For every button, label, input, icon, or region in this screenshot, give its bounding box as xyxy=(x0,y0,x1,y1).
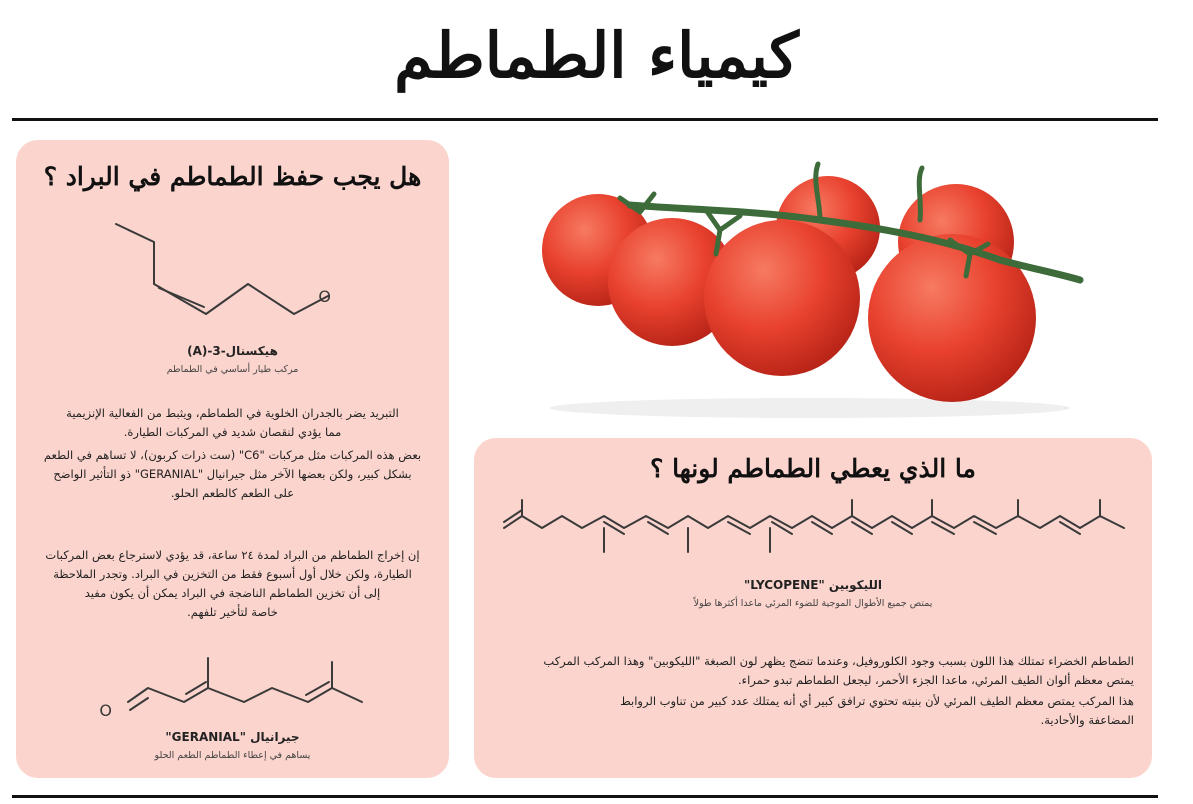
lycopene-description: يمتص جميع الأطوال الموجية للضوء المرئي ماعدا أكثرها طولاً xyxy=(693,598,933,609)
ripening-text xyxy=(492,652,1134,690)
text-line: إن إخراج الطماطم من البراد لمدة ٢٤ ساعة، قد يؤدي لاسترجاع بعض المركبات xyxy=(45,548,420,562)
oxygen-label: O xyxy=(99,701,112,720)
text-line: مما يؤدي لنقصان شديد في المركبات الطيارة. xyxy=(123,425,342,439)
text-line: يمتص معظم ألوان الطيف المرئي، ماعدا الجزء الأحمر، ليجعل الطماطم تبدو حمراء. xyxy=(738,673,1134,687)
hexenal-description: مركب طيار أساسي في الطماطم xyxy=(166,364,299,375)
top-divider xyxy=(12,118,1158,121)
text-line: الطماطم الخضراء تمتلك هذا اللون بسبب وجود الكلوروفيل، وعندما تنضج يظهر لون الصبغة "الليكوبين" وهذا المركب المركب xyxy=(543,654,1134,668)
geranial-structure xyxy=(99,654,372,724)
text-line: خاصة لتأخير تلفهم. xyxy=(187,605,278,619)
oxygen-label: O xyxy=(318,287,331,306)
volatile-compounds-text xyxy=(30,446,435,503)
text-line: التبريد يضر بالجدران الخلوية في الطماطم، ويثبط من الفعالية الإنزيمية xyxy=(66,406,399,420)
bottom-divider xyxy=(12,795,1158,798)
cold-storage-heading: هل يجب حفظ الطماطم في البراد ؟ xyxy=(43,162,422,191)
text-line: المضاعفة والأحادية. xyxy=(1040,713,1134,727)
cold-storage-panel xyxy=(16,140,449,778)
lycopene-structure xyxy=(500,496,1130,566)
text-line: إلى أن تخزين الطماطم الناضجة في البراد يمكن أن يكون مفيد xyxy=(84,586,381,600)
color-heading: ما الذي يعطي الطماطم لونها ؟ xyxy=(650,454,976,483)
geranial-name: جيرانيال "GERANIAL" xyxy=(165,730,300,744)
text-line: الطيارة، ولكن خلال أول أسبوع فقط من التخزين في البراد. وتجدر الملاحظة xyxy=(53,567,412,581)
conjugation-text xyxy=(492,692,1134,730)
lycopene-name: الليكوبين "LYCOPENE" xyxy=(743,578,883,592)
text-line: بشكل كبير، ولكن بعضها الآخر مثل جيرانيال "GERANIAL" ذو التأثير الواضح xyxy=(53,467,412,481)
color-panel xyxy=(474,438,1152,778)
tomatoes-photo xyxy=(520,150,1100,420)
cooling-effect-text xyxy=(30,404,435,442)
geranial-description: يساهم في إعطاء الطماطم الطعم الحلو xyxy=(154,750,311,761)
hexenal-name: هيكسنال-3-(A) xyxy=(187,344,278,358)
text-line: هذا المركب يمتص معظم الطيف المرئي لأن بنيته تحتوي ترافق كبير أي أنه يمتلك عدد كبير من تناوب الروابط xyxy=(620,694,1134,708)
hexenal-structure xyxy=(112,220,362,335)
text-line: على الطعم كالطعم الحلو. xyxy=(170,486,295,500)
recovery-text xyxy=(30,546,435,622)
text-line: بعض هذه المركبات مثل مركبات "C6" (ست ذرات كربون)، لا تساهم في الطعم xyxy=(43,448,422,462)
page-title: كيمياء الطماطم xyxy=(394,19,799,92)
